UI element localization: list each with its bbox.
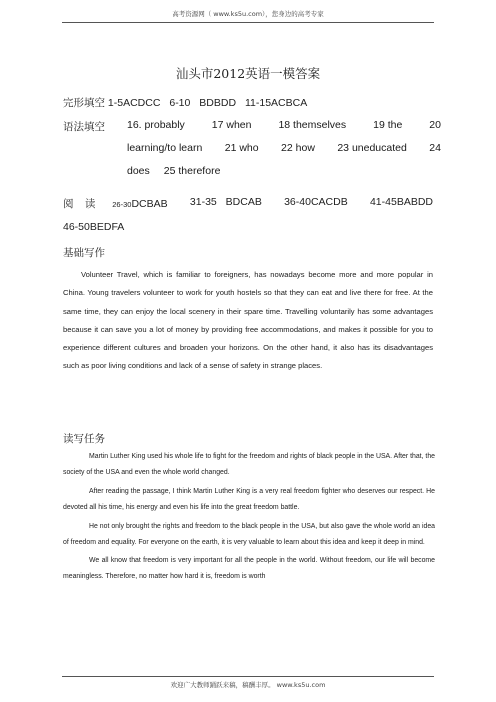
grammar-label-row bbox=[63, 119, 105, 134]
task-paragraph: Martin Luther King used his whole life to fight for the freedom and rights of black people in the USA. After that, the society of the USA and even the whole world changed. bbox=[63, 453, 435, 476]
reading-first-range: 26-30 bbox=[112, 200, 132, 209]
grammar-line-2 bbox=[127, 142, 441, 165]
task-paragraph: We all know that freedom is very important for all the people in the world. Without freedom, our life will become meaningless. Therefore, no matter how hard it is, freedom is worth bbox=[63, 557, 435, 581]
cloze-row bbox=[63, 95, 307, 110]
page-title: 汕头市2012英语一模答案 bbox=[175, 66, 321, 81]
reading-answer: 41-45BABDD bbox=[369, 196, 433, 208]
task-text bbox=[63, 449, 435, 588]
reading-row-2 bbox=[63, 221, 124, 233]
task-paragraph: He not only brought the rights and freedom to the black people in the USA, but also gave the whole world an idea of freedom and equality. For everyone on the earth, it is very valuable to learn about this idea and keep it deep in mind. bbox=[63, 522, 435, 546]
grammar-answer: 24 bbox=[429, 142, 441, 154]
cloze-answers: 1-5ACDCC 6-10 BDBDD 11-15ACBCA bbox=[107, 97, 308, 109]
grammar-answer: 19 the bbox=[373, 119, 403, 131]
grammar-answer: 18 themselves bbox=[278, 119, 347, 131]
grammar-answers bbox=[127, 119, 441, 188]
writing-paragraph: Volunteer Travel, which is familiar to foreigners, has nowadays become more and more popular in China. Young travelers volunteer to work for youth hostels so that they can eat and live there for free. At the same time, they can enjoy the local scenery in their spare time. Travelling voluntarily has some advantages because it can save you a lot of money by providing free accommodations, and makes it possible for you to experience different cultures and broaden your horizons. On the other hand, it also has its disadvantages such as poor living conditions and lack of a sense of safety in strange places. bbox=[63, 270, 433, 371]
task-heading: 读写任务 bbox=[63, 433, 105, 445]
page-footer: 欢迎广大教师踊跃来稿，稿酬丰厚。 www.ks5u.com bbox=[170, 681, 326, 689]
grammar-answer: 16. probably bbox=[127, 119, 185, 131]
footer-divider bbox=[62, 676, 434, 677]
grammar-answer: 22 how bbox=[281, 142, 315, 154]
grammar-answer: does bbox=[127, 165, 150, 177]
grammar-line-1 bbox=[127, 119, 441, 142]
reading-answer: 36-40CACDB bbox=[284, 196, 348, 208]
task-paragraph: After reading the passage, I think Martin Luther King is a very real freedom fighter who deserves our respect. He devoted all his time, his energy and even his life into the great freedom battle. bbox=[63, 487, 435, 511]
reading-row-1 bbox=[63, 196, 433, 211]
reading-answer: 46-50BEDFA bbox=[63, 221, 125, 233]
grammar-answer: learning/to learn bbox=[127, 142, 203, 154]
grammar-line-3 bbox=[127, 165, 441, 188]
page-header: 高考资源网（ www.ks5u.com），您身边的高考专家 bbox=[172, 10, 324, 18]
cloze-label: 完形填空 bbox=[63, 97, 105, 109]
header-divider bbox=[62, 22, 434, 23]
grammar-answer: 20 bbox=[429, 119, 441, 131]
grammar-answer: 25 therefore bbox=[163, 165, 221, 177]
grammar-label: 语法填空 bbox=[63, 121, 105, 133]
writing-heading: 基础写作 bbox=[63, 247, 105, 259]
reading-answer: DCBAB bbox=[131, 198, 168, 210]
grammar-answer: 17 when bbox=[211, 119, 252, 131]
writing-text bbox=[63, 266, 433, 376]
grammar-answer: 21 who bbox=[224, 142, 259, 154]
reading-label: 阅 读 bbox=[63, 198, 100, 210]
grammar-answer: 23 uneducated bbox=[337, 142, 407, 154]
reading-answer: 31-35 BDCAB bbox=[189, 196, 262, 208]
